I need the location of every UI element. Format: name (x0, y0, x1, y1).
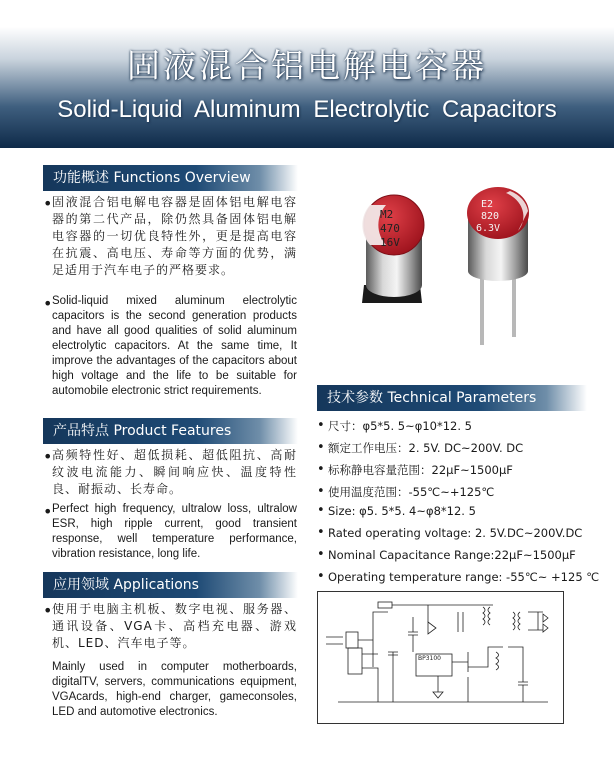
list-item: • 标称静电容量范围：22μF~1500μF (317, 462, 513, 477)
bullet: • (43, 294, 53, 313)
bullet: • (43, 601, 53, 620)
capacitor-left-label-3: 16V (380, 236, 400, 249)
bullet: • (43, 502, 53, 521)
list-item: • 额定工作电压：2. 5V. DC~200V. DC (317, 440, 524, 455)
capacitor-photo (360, 185, 550, 350)
bullet: • (43, 447, 53, 466)
features-text-en: Perfect high frequency, ultralow loss, ultralow ESR, high ripple current, good transient response, well temperature performance, vibration resistance, long life. (52, 503, 297, 560)
features-text-cn: 高频特性好、超低损耗、超低阻抗、高耐纹波电流能力、瞬间响应快、温度特性良、耐振动、长寿命。 (52, 448, 297, 496)
capacitor-left-label-1: M2 (380, 208, 394, 221)
list-item: • Operating temperature range: -55℃~ +125 ℃ (317, 569, 600, 584)
technical-en-list (317, 500, 612, 588)
title-cn: 固液混合铝电解电容器 (127, 46, 487, 85)
section-functions-heading: 功能概述 Functions Overview (43, 165, 298, 191)
list-item: • Nominal Capacitance Range:22μF~1500μF (317, 547, 576, 562)
functions-text-en: Solid-liquid mixed aluminum electrolytic capacitors is the second generation products and have all good qualities of solid aluminum electrolytic capacitors. At the same time, It improve the advantages of the capacitors about high voltage and the life to be suitable for automobile electronic strict requirements. (52, 295, 297, 397)
bullet: • (43, 194, 53, 213)
capacitor-right-label-3: 6.3V (476, 223, 501, 234)
list-item: • Rated operating voltage: 2. 5V.DC~200V.DC (317, 525, 583, 540)
header-banner (0, 0, 614, 148)
circuit-diagram (317, 591, 564, 724)
title-en: Solid-Liquid Aluminum Electrolytic Capacitors (57, 96, 557, 123)
technical-cn-list (317, 415, 612, 503)
circuit-chip-label: BP3100 (418, 655, 442, 662)
capacitor-right (467, 187, 529, 345)
functions-text-cn: 固液混合铝电解电容器是固体铝电解电容器的第二代产品，除仍然具备固体铝电解电容器的一切优良特性外，更是提高电容在抗震、高电压、寿命等方面的优势，满足适用于汽车电子的严格要求。 (52, 195, 297, 277)
applications-text-en: Mainly used in computer motherboards, digitalTV, servers, communications equipment, VGAcards, high-end charger, gameconsoles, LED and automotive electronics. (52, 661, 297, 718)
applications-text-cn: 使用于电脑主机板、数字电视、服务器、通讯设备、VGA卡、高档充电器、游戏机、LED、汽车电子等。 (52, 602, 297, 650)
section-applications-heading: 应用领域 Applications (43, 572, 298, 598)
capacitor-left-label-2: 470 (380, 222, 400, 235)
capacitor-right-label-2: 820 (481, 211, 500, 222)
list-item: • Size: φ5. 5*5. 4~φ8*12. 5 (317, 503, 476, 518)
capacitor-left (362, 195, 424, 303)
circuit-schematic (318, 592, 563, 723)
section-features-heading: 产品特点 Product Features (43, 418, 298, 444)
section-technical-heading: 技术参数 Technical Parameters (317, 385, 587, 411)
list-item: • 尺寸：φ5*5. 5~φ10*12. 5 (317, 418, 472, 433)
capacitor-right-label-1: E2 (481, 199, 494, 210)
list-item: • 使用温度范围：-55℃~+125℃ (317, 484, 495, 499)
